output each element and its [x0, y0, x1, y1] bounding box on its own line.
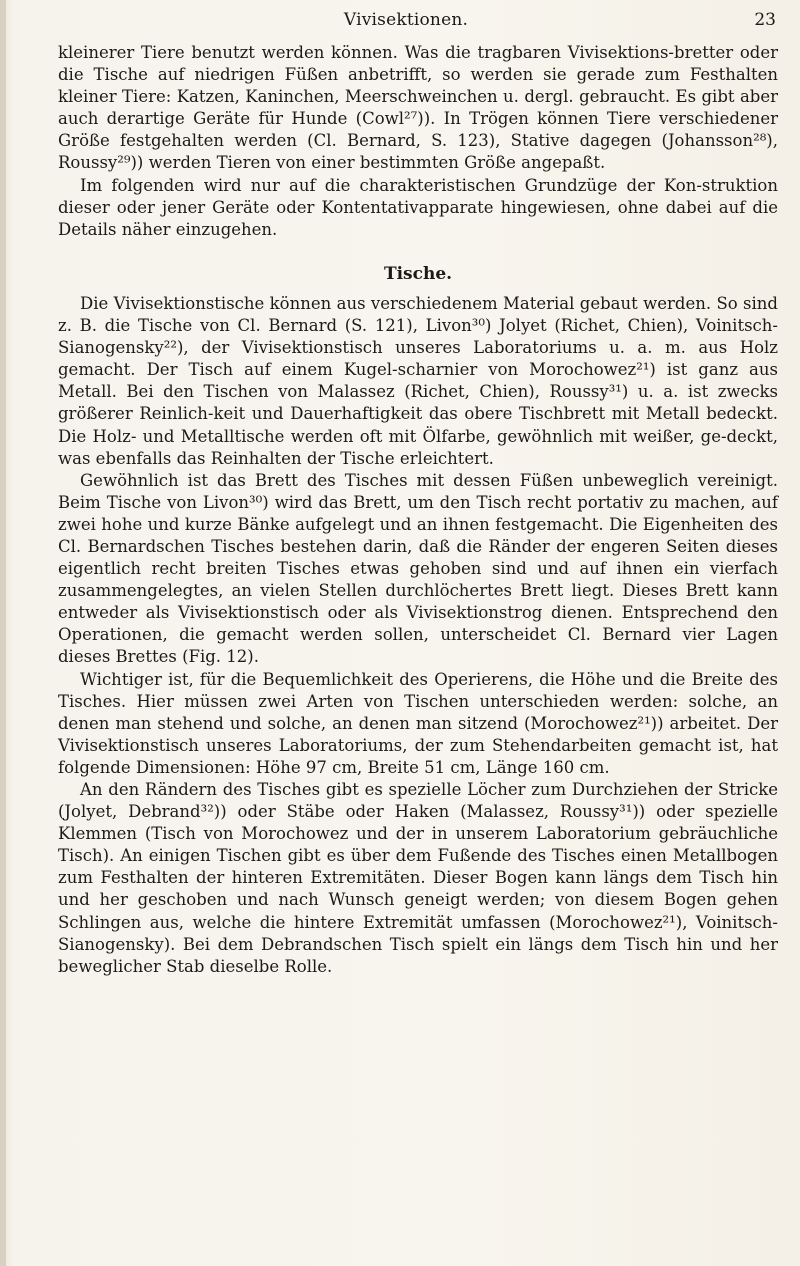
- page-number: 23: [754, 10, 776, 30]
- paragraph-materials: Die Vivisektionstische können aus verschiedenem Material gebaut werden. So sind z. B. die Tische von Cl. Bernard (S. 121), Livon³⁰) Jolyet (Richet, Chien), Voinitsch-Sianogensky²²), der Vivisektionstisch unseres Laboratoriums u. a. m. aus Holz gemacht. Der Tisch auf einem Kugel-scharnier von Morochowez²¹) ist ganz aus Metall. Bei den Tischen von Malassez (Richet, Chien), Roussy³¹) u. a. ist zwecks größerer Reinlich-keit und Dauerhaftigkeit das obere Tischbrett mit Metall bedeckt. Die Holz- und Metalltische werden oft mit Ölfarbe, gewöhnlich mit weißer, ge-deckt, was ebenfalls das Reinhalten der Tische erleichtert.: [58, 293, 778, 468]
- body-text: [58, 42, 778, 978]
- paragraph-board: Gewöhnlich ist das Brett des Tisches mit dessen Füßen unbeweglich vereinigt. Beim Tische von Livon³⁰) wird das Brett, um den Tisch recht portativ zu machen, auf zwei hohe und kurze Bänke aufgelegt und an ihnen festgemacht. Die Eigenheiten des Cl. Bernardschen Tisches bestehen darin, daß die Ränder der engeren Seiten dieses eigentlich recht breiten Tisches etwas gehoben sind und auf ihnen ein vierfach zusammengelegtes, an vielen Stellen durchlöchertes Brett liegt. Dieses Brett kann entweder als Vivisektionstisch oder als Vivisektionstrog dienen. Entsprechend den Operationen, die gemacht werden sollen, unterscheidet Cl. Bernard vier Lagen dieses Brettes (Fig. 12).: [58, 470, 778, 667]
- page-header: [36, 4, 776, 34]
- paragraph-edges: An den Rändern des Tisches gibt es spezielle Löcher zum Durchziehen der Stricke (Jolyet, Debrand³²)) oder Stäbe oder Haken (Malassez, Roussy³¹)) oder spezielle Klemmen (Tisch von Morochowez und der in unserem Laboratorium gebräuchliche Tisch). An einigen Tischen gibt es über dem Fußende des Tisches einen Metallbogen zum Festhalten der hinteren Extremitäten. Dieser Bogen kann längs dem Tisch hin und her geschoben und nach Wunsch geneigt werden; von diesem Bogen gehen Schlingen aus, welche die hintere Extremität umfassen (Morochowez²¹), Voinitsch-Sianogensky). Bei dem Debrandschen Tisch spielt ein längs dem Tisch hin und her beweglicher Stab dieselbe Rolle.: [58, 780, 778, 976]
- running-title: Vivisektionen.: [343, 10, 469, 30]
- paragraph-dimensions: Wichtiger ist, für die Bequemlichkeit des Operierens, die Höhe und die Breite des Tisches. Hier müssen zwei Arten von Tischen unterschieden werden: solche, an denen man stehend und solche, an denen man sitzend (Morochowez²¹)) arbeitet. Der Vivisektionstisch unseres Laboratoriums, der zum Stehendarbeiten gemacht ist, hat folgende Dimensionen: Höhe 97 cm, Breite 51 cm, Länge 160 cm.: [58, 669, 778, 777]
- paragraph-intro: Im folgenden wird nur auf die charakteristischen Grundzüge der Kon-struktion dieser oder jener Geräte oder Kontentativapparate hingewiesen, ohne dabei auf die Details näher einzugehen.: [58, 175, 778, 239]
- section-heading: Tische.: [383, 263, 453, 284]
- page-spine-shadow: [0, 0, 6, 1266]
- paragraph-continuation: kleinerer Tiere benutzt werden können. Was die tragbaren Vivisektions-bretter oder die Tische auf niedrigen Füßen anbetrifft, so werden sie gerade zum Festhalten kleiner Tiere: Katzen, Kaninchen, Meerschweinchen u. dergl. gebraucht. Es gibt aber auch derartige Geräte für Hunde (Cowl²⁷)). In Trögen können Tiere verschiedener Größe festgehalten werden (Cl. Bernard, S. 123), Stative dagegen (Johansson²⁸), Roussy²⁹)) werden Tieren von einer bestimmten Größe angepaßt.: [58, 43, 778, 173]
